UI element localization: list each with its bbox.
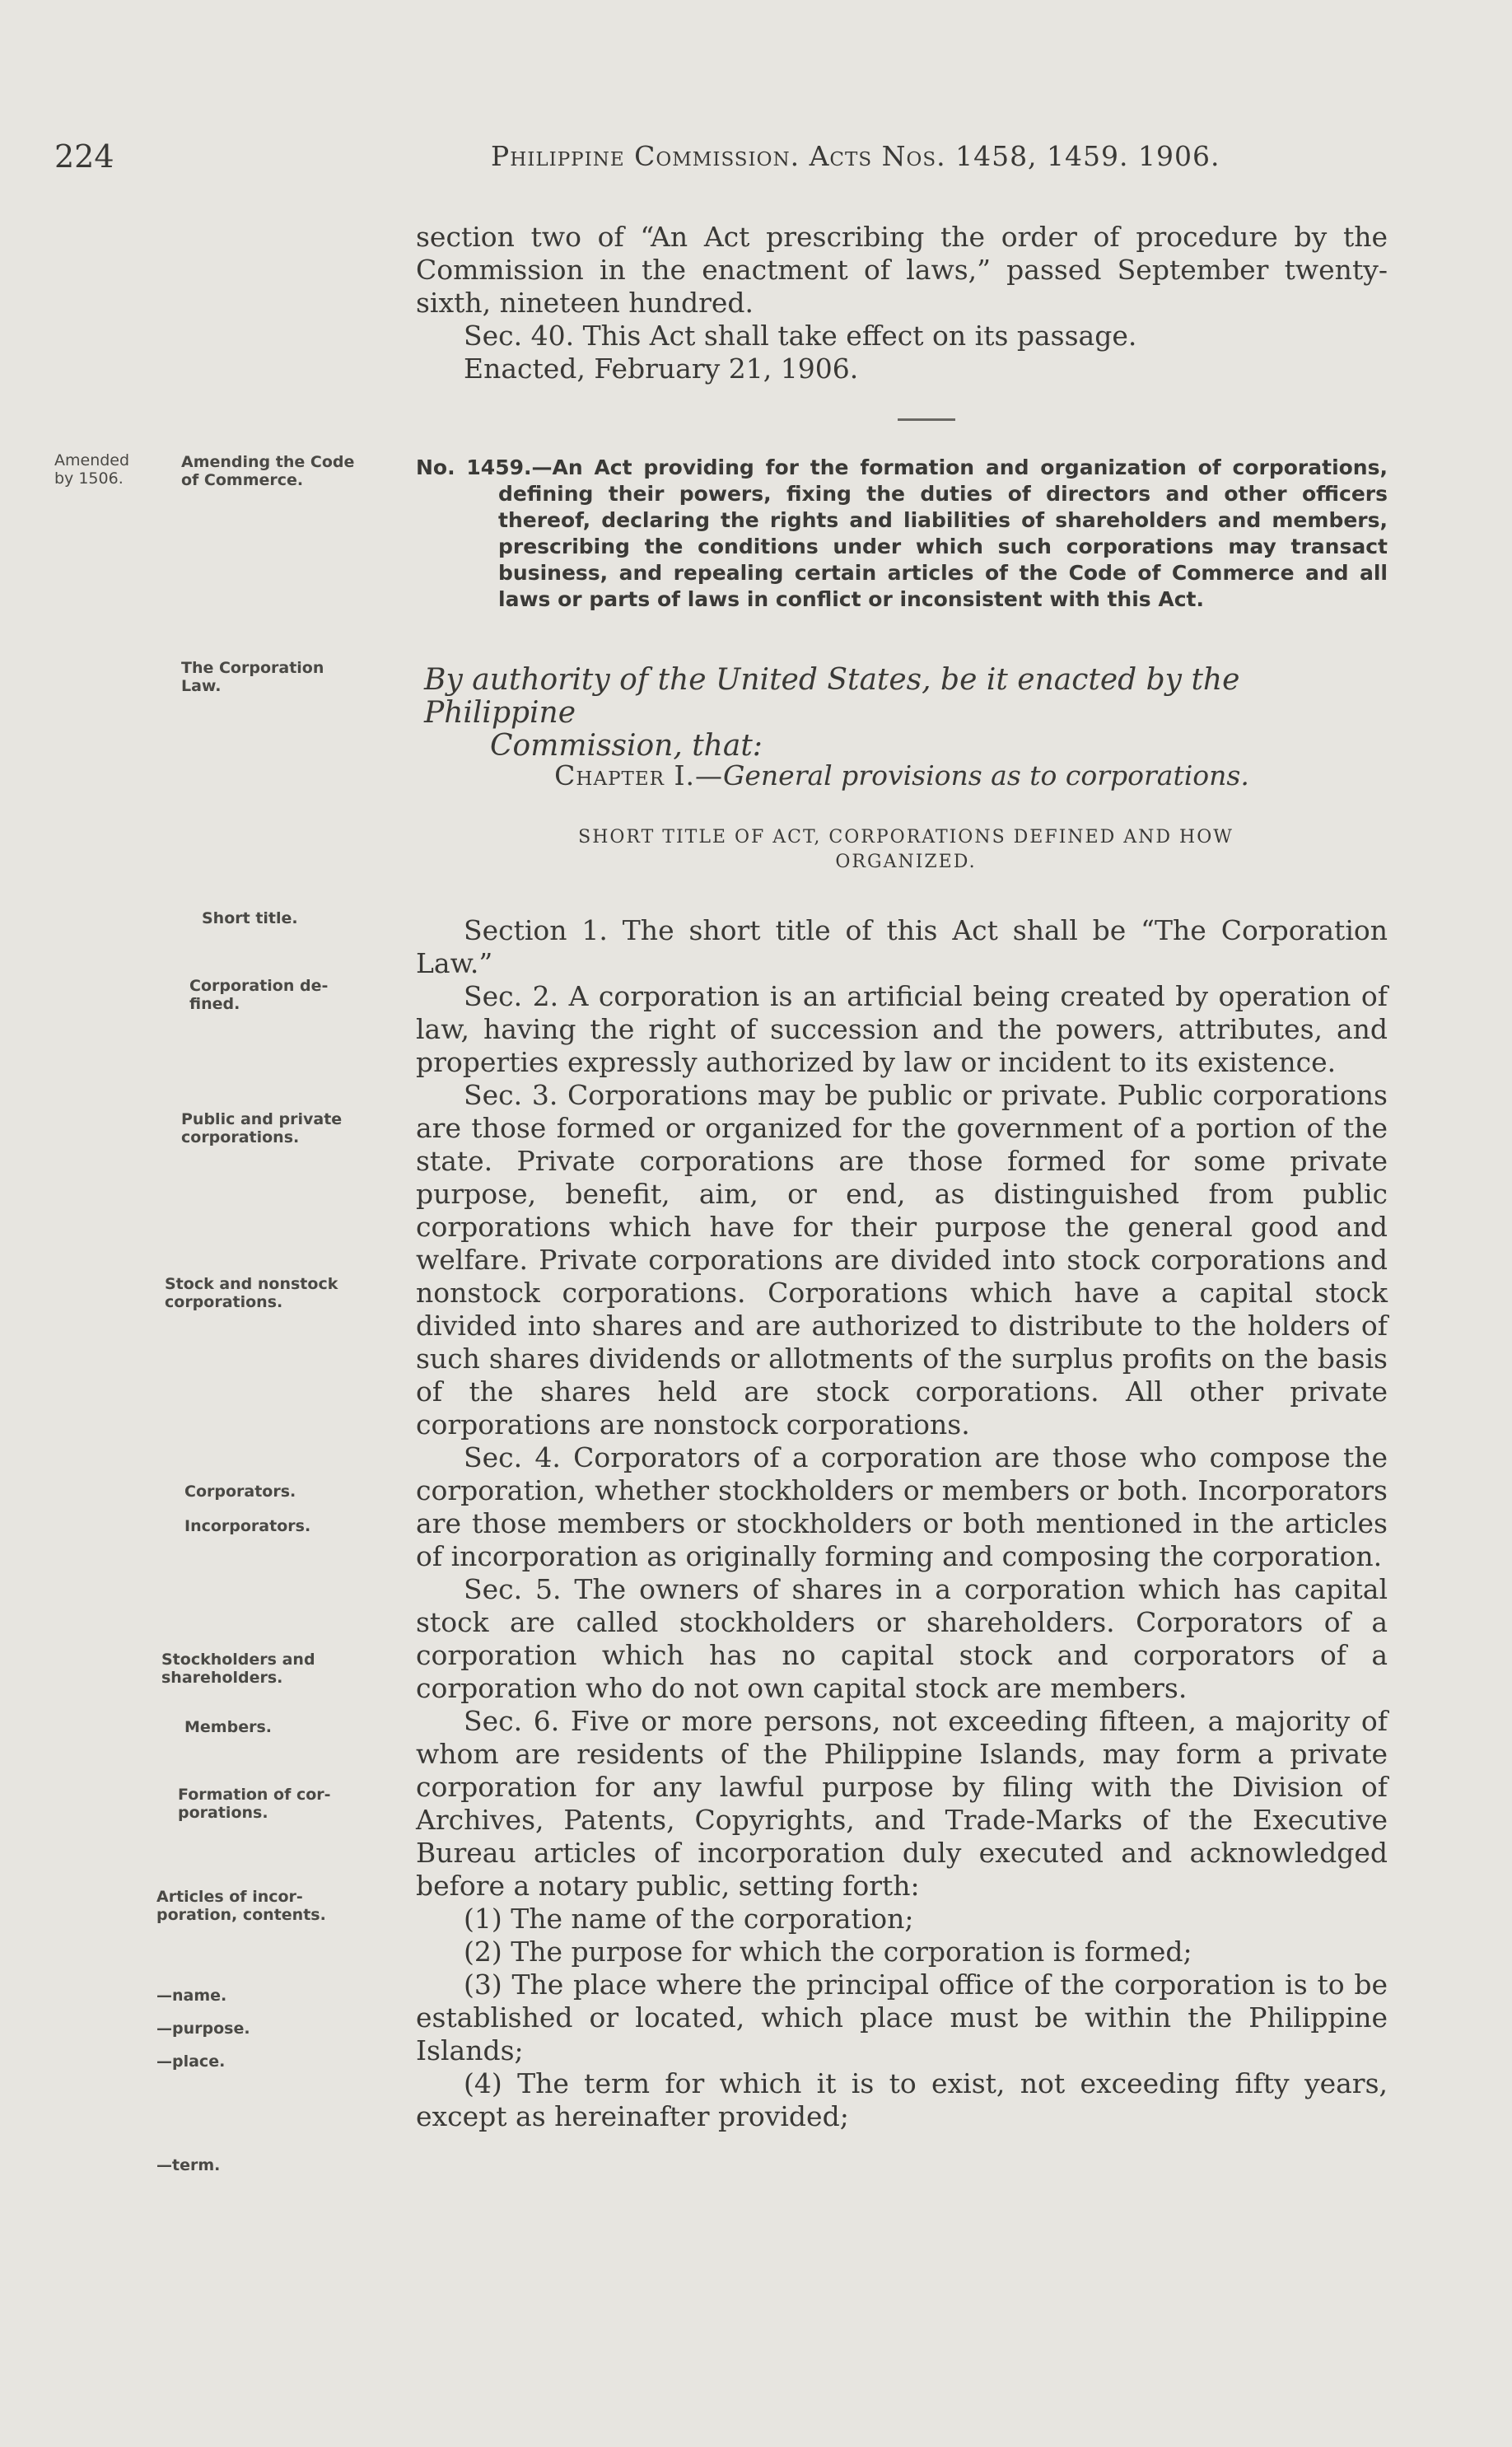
enacted-date: Enacted, February 21, 1906. (464, 353, 859, 385)
margin-note-term: —term. (156, 2156, 221, 2174)
margin-note-amending-code: Amending the Code of Commerce. (181, 453, 355, 489)
margin-note-corporators: Corporators. (184, 1483, 296, 1501)
margin-note-corporation-defined: Corporation de- fined. (189, 977, 329, 1013)
margin-note-place: —place. (156, 2052, 226, 2071)
margin-note-members: Members. (184, 1718, 272, 1736)
item-4-term: (4) The term for which it is to exist, not exceeding fifty years, except as hereinafter provided; (416, 2067, 1388, 2132)
section-3: Sec. 3. Corporations may be public or private. Public corporations are those formed or organized for the government of a portion of the state. Private corporations are those formed for some private purpose, benefit, aim, or end, as distinguished from public corporations which have for their purpose the general good and welfare. Private corporations are divided into stock corporations and nonstock corporations. Corporations which have a capital stock divided into shares and are authorized to distribute to the holders of such shares dividends or allotments of the surplus profits on the basis of the shares held are stock corporations. All other private corporations are nonstock corporations. (416, 1079, 1388, 1441)
enacting-clause-line-1: By authority of the United States, be it enacted by the Philippine (424, 663, 1240, 730)
page-header (54, 138, 1331, 180)
section-5: Sec. 5. The owners of shares in a corporation which has capital stock are called stockholders or shareholders. Corporators of a corporation which has no capital stock and corporators of a corporation who do not own capital stock are members. (416, 1573, 1388, 1704)
section-40: Sec. 40. This Act shall take effect on its passage. (464, 320, 1137, 352)
margin-note-public-private: Public and private corporations. (181, 1110, 343, 1146)
section-6: Sec. 6. Five or more persons, not exceeding fifteen, a majority of whom are residents of the Philippine Islands, may form a private corporation for any lawful purpose by filing with the Division of Archives, Patents, Copyrights, and Trade-Marks of the Executive Bureau articles of incorporation duly executed and acknowledged before a notary public, setting forth: (416, 1705, 1388, 1902)
section-1: Section 1. The short title of this Act shall be “The Corporation Law.” (416, 914, 1388, 979)
section-39-continuation: section two of “An Act prescribing the order of procedure by the Commission in the enactment of laws,” passed September twenty-sixth, nineteen hundred. (416, 221, 1388, 319)
act-title (416, 455, 1388, 613)
section-4: Sec. 4. Corporators of a corporation are those who compose the corporation, whether stockholders or members or both. Incorporators are those members or stockholders or both mentioned in the articles of incorporation as originally forming and composing the corporation. (416, 1441, 1388, 1572)
section-2: Sec. 2. A corporation is an artificial being created by operation of law, having the right of succession and the powers, attributes, and properties expressly authorized by law or incident to its existence. (416, 980, 1388, 1078)
margin-note-articles: Articles of incor- poration, contents. (156, 1888, 326, 1924)
page-number: 224 (54, 138, 114, 175)
margin-note-name: —name. (156, 1987, 227, 2005)
margin-note-formation: Formation of cor- porations. (178, 1786, 331, 1822)
running-head: Philippine Commission. Acts Nos. 1458, 1459. 1906. (491, 140, 1220, 172)
chapter-label: Chapter I.— (554, 759, 724, 792)
enacting-clause (424, 664, 1388, 763)
sub-heading-line-2: ORGANIZED. (835, 852, 977, 872)
item-3-place: (3) The place where the principal office of the corporation is to be established or located, which place must be within the Philippine Islands; (416, 1968, 1388, 2066)
sub-heading (461, 825, 1351, 875)
section-divider (898, 418, 955, 421)
margin-note-short-title: Short title. (202, 909, 298, 927)
act-number: No. 1459.— (416, 455, 553, 479)
margin-note-corporation-law: The Corporation Law. (181, 659, 324, 695)
enacting-clause-line-2: Commission, that: (490, 729, 763, 763)
sub-heading-line-1: SHORT TITLE OF ACT, CORPORATIONS DEFINED AND HOW (578, 827, 1234, 848)
chapter-title: General provisions as to corporations. (723, 759, 1249, 792)
chapter-heading (416, 759, 1388, 792)
chapter-body (416, 914, 1388, 2133)
item-1-name: (1) The name of the corporation; (464, 1903, 914, 1935)
margin-note-incorporators: Incorporators. (184, 1517, 311, 1535)
act-title-text: An Act providing for the formation and organization of corporations, defining their powers, fixing the duties of directors and other officers thereof, declaring the rights and liabilities of shareholders and members, prescribing the conditions under which such corporations may transact business, and repealing certain articles of the Code of Commerce and all laws or parts of laws in conflict or inconsistent with this Act. (498, 455, 1388, 611)
item-2-purpose: (2) The purpose for which the corporation is formed; (464, 1936, 1192, 1968)
margin-note-stock-nonstock: Stock and nonstock corporations. (165, 1275, 338, 1311)
margin-note-stockholders: Stockholders and shareholders. (161, 1651, 315, 1687)
previous-act-conclusion (416, 221, 1388, 385)
margin-note-amended: Amended by 1506. (54, 451, 130, 488)
margin-note-purpose: —purpose. (156, 2020, 250, 2038)
